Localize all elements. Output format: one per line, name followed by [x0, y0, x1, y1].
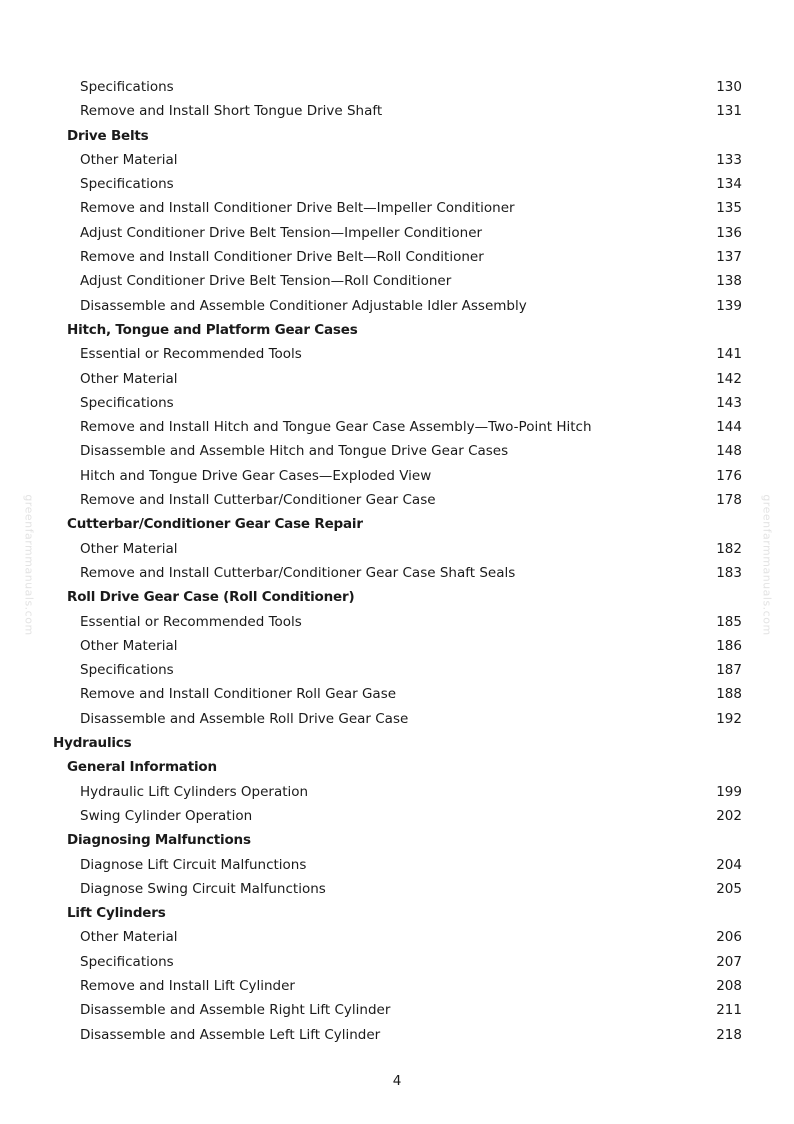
toc-section-heading — [0, 828, 794, 852]
toc-entry-title: Remove and Install Conditioner Drive Belt—Roll Conditioner — [80, 249, 484, 266]
toc-entry-page-number: 186 — [716, 637, 742, 654]
toc-entry[interactable] — [0, 780, 794, 804]
toc-entry-page-number: 139 — [716, 297, 742, 314]
toc-entry-title: Disassemble and Assemble Conditioner Adjustable Idler Assembly — [80, 297, 527, 314]
toc-section-heading — [0, 318, 794, 342]
toc-entry[interactable] — [0, 439, 794, 463]
toc-section-heading — [0, 124, 794, 148]
toc-entry-title: Adjust Conditioner Drive Belt Tension—Roll Conditioner — [80, 273, 452, 290]
toc-entry-title: Remove and Install Conditioner Drive Belt—Impeller Conditioner — [80, 200, 515, 217]
toc-entry[interactable] — [0, 658, 794, 682]
toc-entry-page-number: 133 — [716, 151, 742, 168]
toc-entry-title: Other Material — [80, 637, 178, 654]
toc-entry[interactable] — [0, 367, 794, 391]
toc-entry-page-number: 182 — [716, 540, 742, 557]
toc-entry-page-number: 218 — [716, 1026, 742, 1043]
toc-entry-title: Hydraulics — [53, 735, 132, 752]
toc-entry-title: Specifications — [80, 953, 174, 970]
toc-entry-page-number: 134 — [716, 176, 742, 193]
toc-entry[interactable] — [0, 634, 794, 658]
toc-entry-page-number: 187 — [716, 662, 742, 679]
toc-entry-page-number: 178 — [716, 492, 742, 509]
toc-entry[interactable] — [0, 877, 794, 901]
toc-entry-page-number: 135 — [716, 200, 742, 217]
toc-entry[interactable] — [0, 245, 794, 269]
toc-entry-page-number: 176 — [716, 467, 742, 484]
toc-entry-page-number: 204 — [716, 856, 742, 873]
toc-entry-page-number: 192 — [716, 710, 742, 727]
toc-entry[interactable] — [0, 488, 794, 512]
toc-entry-title: Specifications — [80, 394, 174, 411]
toc-entry-title: Hydraulic Lift Cylinders Operation — [80, 783, 309, 800]
toc-entry-page-number: 207 — [716, 953, 742, 970]
toc-entry-title: Specifications — [80, 662, 174, 679]
toc-entry[interactable] — [0, 925, 794, 949]
toc-entry-page-number: 188 — [716, 686, 742, 703]
toc-entry-page-number: 208 — [716, 977, 742, 994]
toc-entry-page-number: 131 — [716, 103, 742, 120]
toc-entry-page-number: 185 — [716, 613, 742, 630]
toc-entry-page-number: 206 — [716, 929, 742, 946]
toc-entry-title: Remove and Install Hitch and Tongue Gear Case Assembly—Two-Point Hitch — [80, 419, 592, 436]
toc-entry-title: Remove and Install Cutterbar/Conditioner Gear Case — [80, 492, 436, 509]
toc-entry[interactable] — [0, 172, 794, 196]
watermark-right-text: greenfarmmanuals.com — [760, 493, 774, 636]
toc-entry-title: Other Material — [80, 370, 178, 387]
toc-entry[interactable] — [0, 415, 794, 439]
toc-entry[interactable] — [0, 804, 794, 828]
toc-entry[interactable] — [0, 974, 794, 998]
toc-section-heading — [0, 901, 794, 925]
toc-entry-title: Specifications — [80, 176, 174, 193]
toc-entry-page-number: 142 — [716, 370, 742, 387]
table-of-contents — [0, 75, 794, 1047]
toc-entry[interactable] — [0, 75, 794, 99]
toc-section-heading — [0, 731, 794, 755]
toc-entry-page-number: 138 — [716, 273, 742, 290]
toc-entry-title: Specifications — [80, 79, 174, 95]
toc-entry-title: Other Material — [80, 540, 178, 557]
toc-entry[interactable] — [0, 148, 794, 172]
toc-entry[interactable] — [0, 294, 794, 318]
toc-entry-page-number: 144 — [716, 419, 742, 436]
toc-section-heading — [0, 512, 794, 536]
toc-entry-title: Diagnose Lift Circuit Malfunctions — [80, 856, 307, 873]
toc-entry-title: Remove and Install Lift Cylinder — [80, 977, 295, 994]
toc-entry-title: Disassemble and Assemble Right Lift Cylinder — [80, 1002, 391, 1019]
toc-entry-title: Cutterbar/Conditioner Gear Case Repair — [67, 516, 363, 533]
toc-entry[interactable] — [0, 707, 794, 731]
toc-entry-page-number: 137 — [716, 249, 742, 266]
toc-entry-title: Swing Cylinder Operation — [80, 807, 253, 824]
toc-entry[interactable] — [0, 561, 794, 585]
toc-entry[interactable] — [0, 342, 794, 366]
toc-entry-page-number: 202 — [716, 807, 742, 824]
page-number: 4 — [392, 1073, 402, 1089]
toc-entry-page-number: 136 — [716, 224, 742, 241]
toc-entry-title: Disassemble and Assemble Roll Drive Gear Case — [80, 710, 409, 727]
toc-entry-page-number: 183 — [716, 564, 742, 581]
toc-entry-title: Hitch, Tongue and Platform Gear Cases — [67, 321, 358, 338]
toc-entry[interactable] — [0, 464, 794, 488]
toc-entry-title: Hitch and Tongue Drive Gear Cases—Exploded View — [80, 467, 432, 484]
toc-entry-title: Other Material — [80, 929, 178, 946]
toc-section-heading — [0, 755, 794, 779]
toc-entry[interactable] — [0, 682, 794, 706]
toc-entry-page-number: 199 — [716, 783, 742, 800]
toc-entry-title: Remove and Install Cutterbar/Conditioner Gear Case Shaft Seals — [80, 564, 516, 581]
toc-entry-title: Disassemble and Assemble Left Lift Cylinder — [80, 1026, 381, 1043]
toc-entry-title: Diagnosing Malfunctions — [67, 832, 251, 849]
toc-entry-page-number: 141 — [716, 346, 742, 363]
toc-entry-title: Remove and Install Short Tongue Drive Shaft — [80, 103, 383, 120]
toc-entry[interactable] — [0, 950, 794, 974]
toc-entry[interactable] — [0, 99, 794, 123]
toc-entry[interactable] — [0, 269, 794, 293]
toc-entry[interactable] — [0, 196, 794, 220]
toc-entry-title: General Information — [67, 759, 217, 776]
toc-entry[interactable] — [0, 391, 794, 415]
toc-entry-page-number: 211 — [716, 1002, 742, 1019]
toc-entry-title: Drive Belts — [67, 127, 149, 144]
toc-entry[interactable] — [0, 1023, 794, 1047]
toc-entry-title: Adjust Conditioner Drive Belt Tension—Impeller Conditioner — [80, 224, 483, 241]
toc-entry-page-number: 130 — [716, 79, 742, 95]
toc-entry[interactable] — [0, 537, 794, 561]
toc-entry-title: Disassemble and Assemble Hitch and Tongue Drive Gear Cases — [80, 443, 509, 460]
toc-entry-page-number: 143 — [716, 394, 742, 411]
toc-entry-title: Lift Cylinders — [67, 905, 166, 922]
toc-entry-title: Other Material — [80, 151, 178, 168]
toc-entry-title: Remove and Install Conditioner Roll Gear Gase — [80, 686, 397, 703]
toc-section-heading — [0, 585, 794, 609]
toc-entry-page-number: 205 — [716, 880, 742, 897]
toc-entry-page-number: 148 — [716, 443, 742, 460]
toc-entry[interactable] — [0, 998, 794, 1022]
watermark-left-text: greenfarmmanuals.com — [22, 493, 36, 636]
toc-entry[interactable] — [0, 221, 794, 245]
toc-entry[interactable] — [0, 610, 794, 634]
toc-entry[interactable] — [0, 853, 794, 877]
toc-entry-title: Roll Drive Gear Case (Roll Conditioner) — [67, 589, 355, 606]
toc-entry-title: Essential or Recommended Tools — [80, 613, 302, 630]
toc-entry-title: Diagnose Swing Circuit Malfunctions — [80, 880, 326, 897]
toc-entry-title: Essential or Recommended Tools — [80, 346, 302, 363]
